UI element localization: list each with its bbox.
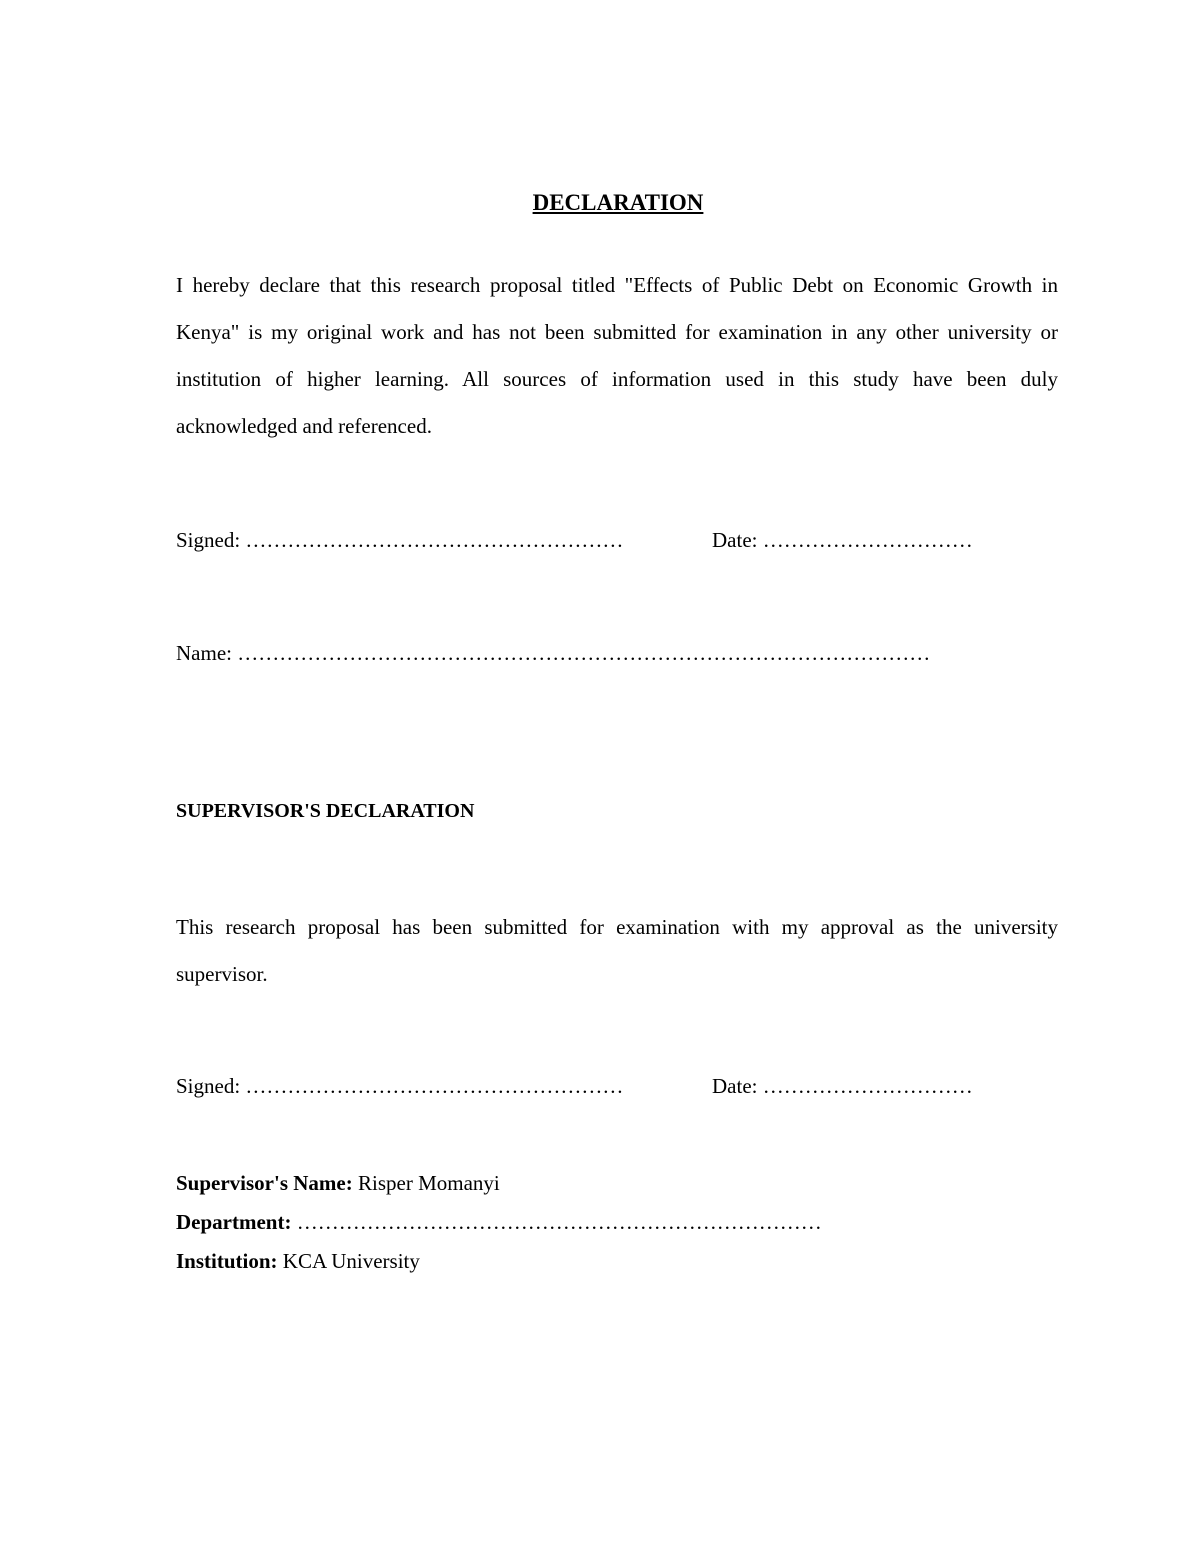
supervisor-institution-value: KCA University	[282, 1249, 420, 1273]
declaration-statement: I hereby declare that this research proposal titled "Effects of Public Debt on Economic Growth in Kenya" is my original work and has not been submitted for examination in any other university or institution of higher learning. All sources of information used in this study have been duly acknowledged and referenced.	[176, 273, 1058, 438]
supervisor-department-line	[176, 1210, 822, 1235]
supervisor-name-value: Risper Momanyi	[358, 1171, 500, 1195]
supervisor-date-line	[712, 1074, 973, 1099]
student-signed-label: Signed:	[176, 528, 241, 552]
supervisor-signed-dots: ………………………………………………	[245, 1074, 624, 1098]
supervisor-department-label: Department:	[176, 1210, 292, 1234]
student-date-label: Date:	[712, 528, 758, 552]
declaration-title: DECLARATION	[532, 190, 704, 215]
supervisor-date-dots: …………………………	[762, 1074, 973, 1098]
supervisor-institution-line	[176, 1249, 420, 1274]
supervisor-institution-label: Institution:	[176, 1249, 278, 1273]
supervisor-name-line	[176, 1171, 500, 1196]
student-name-line	[176, 641, 930, 666]
supervisor-statement: This research proposal has been submitted for examination with my approval as the university supervisor.	[176, 915, 1058, 986]
student-date-dots: …………………………	[762, 528, 973, 552]
student-name-dots: ………………………………………………………………………………………	[237, 641, 931, 665]
student-signed-line	[176, 528, 623, 553]
supervisor-signed-label: Signed:	[176, 1074, 241, 1098]
supervisor-date-label: Date:	[712, 1074, 758, 1098]
supervisor-name-label: Supervisor's Name:	[176, 1171, 353, 1195]
student-date-line	[712, 528, 973, 553]
student-name-label: Name:	[176, 641, 232, 665]
supervisor-declaration-heading: SUPERVISOR'S DECLARATION	[176, 800, 475, 822]
supervisor-signed-line	[176, 1074, 623, 1099]
student-signed-dots: ………………………………………………	[245, 528, 624, 552]
supervisor-department-dots: …………………………………………………………………	[296, 1210, 822, 1234]
